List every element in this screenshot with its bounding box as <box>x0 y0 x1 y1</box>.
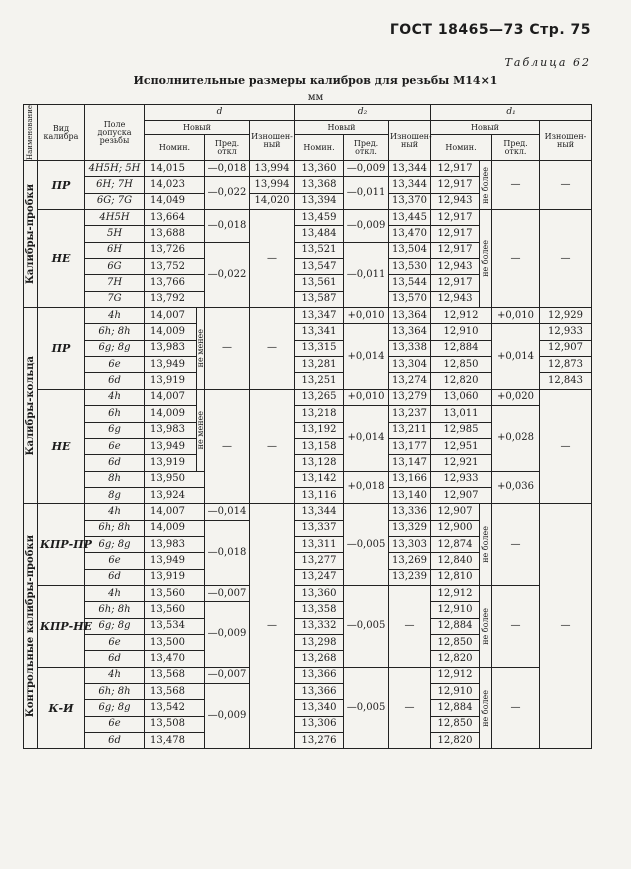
table-cell: 12,917 <box>431 242 480 258</box>
table-cell: 13,116 <box>295 487 344 503</box>
table-row <box>24 504 592 520</box>
table-cell: 13,211 <box>389 422 431 438</box>
table-cell: 13,983 <box>145 422 197 438</box>
table-cell: 13,329 <box>389 520 431 536</box>
table-cell: 12,843 <box>540 373 592 389</box>
table-cell: 13,478 <box>145 733 205 749</box>
table-cell: +0,020 <box>492 389 540 405</box>
col-header-d1: d₁ <box>431 105 592 121</box>
table-row <box>24 308 592 324</box>
table-cell: 12,810 <box>431 569 480 585</box>
table-cell: 13,177 <box>389 438 431 454</box>
table-cell: 13,274 <box>389 373 431 389</box>
col-header-d2: d₂ <box>295 105 431 121</box>
table-cell: 6d <box>85 373 145 389</box>
table-cell: 12,850 <box>431 716 480 732</box>
table-cell: 12,884 <box>431 340 492 356</box>
table-cell: 13,983 <box>145 340 197 356</box>
col-header-d2-nom: Номин. <box>295 135 344 161</box>
table-cell: 6h; 8h <box>85 520 145 536</box>
table-cell: 13,364 <box>389 308 431 324</box>
table-cell: 13,338 <box>389 340 431 356</box>
col-header-d1-dev: Пред. откл. <box>492 135 540 161</box>
table-cell: 13,994 <box>250 161 295 177</box>
table-cell: 13,949 <box>145 553 205 569</box>
col-header-d1-wear: Изношен-ный <box>540 121 592 161</box>
table-cell: +0,010 <box>344 308 389 324</box>
table-cell: 12,912 <box>431 308 492 324</box>
table-cell: — <box>250 389 295 503</box>
table-cell: 7G <box>85 291 145 307</box>
table-row <box>24 324 592 340</box>
table-cell: —0,005 <box>344 667 389 749</box>
table-cell: 14,007 <box>145 308 197 324</box>
table-cell: 12,929 <box>540 308 592 324</box>
table-cell: 4h <box>85 308 145 324</box>
table-cell: 14,023 <box>145 177 205 193</box>
table-cell: 13,530 <box>389 259 431 275</box>
group-label: Калибры-пробки <box>24 161 38 308</box>
table-cell: 6G <box>85 259 145 275</box>
table-cell: — <box>389 585 431 667</box>
table-cell: 12,910 <box>431 684 480 700</box>
table-cell: 13,994 <box>250 177 295 193</box>
ne-bolee-note: не более <box>480 667 492 749</box>
kind-label: К-И <box>38 667 85 749</box>
table-cell: 13,470 <box>389 226 431 242</box>
units-label: мм <box>307 92 324 103</box>
table-cell: 12,917 <box>431 161 480 177</box>
table-cell: 13,347 <box>295 308 344 324</box>
table-cell: 4h <box>85 504 145 520</box>
table-cell: 13,983 <box>145 536 205 552</box>
table-cell: 6h; 8h <box>85 684 145 700</box>
table-cell: 12,910 <box>431 602 480 618</box>
table-cell: +0,036 <box>492 471 540 504</box>
table-cell: 4h <box>85 667 145 683</box>
table-cell: 13,445 <box>389 210 431 226</box>
table-cell: 13,534 <box>145 618 205 634</box>
table-cell: 8g <box>85 487 145 503</box>
col-header-d1-new: Новый <box>431 121 540 135</box>
table-row <box>24 389 592 405</box>
table-cell: 13,360 <box>295 161 344 177</box>
table-cell: 13,544 <box>389 275 431 291</box>
table-cell: 12,820 <box>431 733 480 749</box>
ne-bolee-note: не более <box>480 210 492 308</box>
kind-label: НЕ <box>38 210 85 308</box>
table-cell: +0,010 <box>492 308 540 324</box>
table-cell: 13,949 <box>145 438 197 454</box>
table-cell: —0,011 <box>344 177 389 210</box>
table-cell: —0,011 <box>344 242 389 307</box>
table-cell: —0,007 <box>205 667 250 683</box>
page-header: ГОСТ 18465—73 Стр. 75 <box>389 22 591 38</box>
table-cell: —0,009 <box>344 210 389 243</box>
table-cell: 13,366 <box>295 684 344 700</box>
table-cell: 13,587 <box>295 291 344 307</box>
table-cell: 13,459 <box>295 210 344 226</box>
table-cell: — <box>250 504 295 749</box>
table-cell: 13,368 <box>295 177 344 193</box>
table-cell: 4H5H <box>85 210 145 226</box>
table-cell: 13,332 <box>295 618 344 634</box>
table-cell: 12,850 <box>431 357 492 373</box>
table-cell: 13,218 <box>295 406 344 422</box>
table-cell: 6g; 8g <box>85 700 145 716</box>
table-cell: 12,912 <box>431 585 480 601</box>
table-cell: 12,900 <box>431 520 480 536</box>
table-cell: +0,018 <box>344 471 389 504</box>
table-cell: 12,917 <box>431 210 480 226</box>
table-cell: —0,007 <box>205 585 250 601</box>
table-cell: —0,022 <box>205 242 250 307</box>
table-cell: 6h; 8h <box>85 324 145 340</box>
table-cell: 13,237 <box>389 406 431 422</box>
table-cell: 12,912 <box>431 667 480 683</box>
table-cell: 13,340 <box>295 700 344 716</box>
col-header-d1-nom: Номин. <box>431 135 492 161</box>
table-cell: 13,570 <box>389 291 431 307</box>
table-cell: — <box>540 389 592 503</box>
table-cell: — <box>540 504 592 749</box>
table-caption: Исполнительные размеры калибров для резьбы М14×1 <box>133 74 498 87</box>
group-label: Контрольные калибры-пробки <box>24 504 38 749</box>
ne-menee-note: не менее <box>197 308 205 390</box>
table-cell: 13,298 <box>295 634 344 650</box>
table-cell: — <box>492 667 540 749</box>
table-cell: 13,949 <box>145 357 197 373</box>
table-cell: 13,158 <box>295 438 344 454</box>
table-cell: 13,337 <box>295 520 344 536</box>
table-cell: 13,341 <box>295 324 344 340</box>
table-cell: 12,907 <box>540 340 592 356</box>
table-cell: 12,933 <box>540 324 592 340</box>
table-cell: 13,247 <box>295 569 344 585</box>
table-cell: 14,015 <box>145 161 205 177</box>
table-cell: 12,874 <box>431 536 480 552</box>
ne-menee-note: не менее <box>197 389 205 471</box>
table-cell: 14,009 <box>145 520 205 536</box>
table-cell: 13,239 <box>389 569 431 585</box>
table-cell: — <box>389 667 431 749</box>
table-cell: 13,919 <box>145 373 197 389</box>
table-cell: — <box>492 585 540 667</box>
table-row <box>24 210 592 226</box>
table-cell: 13,315 <box>295 340 344 356</box>
table-cell: 12,873 <box>540 357 592 373</box>
table-cell: 13,360 <box>295 585 344 601</box>
table-cell: 13,344 <box>389 161 431 177</box>
table-cell: 13,251 <box>295 373 344 389</box>
kind-label: НЕ <box>38 389 85 503</box>
ne-bolee-note: не более <box>480 504 492 586</box>
table-cell: — <box>492 210 540 308</box>
table-cell: 13,303 <box>389 536 431 552</box>
table-cell: 14,007 <box>145 504 205 520</box>
table-cell: —0,005 <box>344 585 389 667</box>
table-cell: 6d <box>85 733 145 749</box>
table-cell: 13,336 <box>389 504 431 520</box>
table-cell: — <box>250 210 295 308</box>
table-cell: 14,049 <box>145 193 205 209</box>
table-cell: 6d <box>85 651 145 667</box>
table-cell: 13,504 <box>389 242 431 258</box>
table-cell: 12,907 <box>431 504 480 520</box>
table-cell: 13,140 <box>389 487 431 503</box>
table-cell: 12,910 <box>431 324 492 340</box>
table-cell: +0,028 <box>492 406 540 471</box>
table-cell: 12,917 <box>431 275 480 291</box>
table-cell: 13,924 <box>145 487 205 503</box>
kind-label: ПР <box>38 161 85 210</box>
col-header-d-dev: Пред. откл <box>205 135 250 161</box>
kind-label: КПР-НЕ <box>38 585 85 667</box>
col-header-kind: Вид калибра <box>38 105 85 161</box>
table-cell: 6H <box>85 242 145 258</box>
table-cell: 13,344 <box>295 504 344 520</box>
table-cell: 6e <box>85 357 145 373</box>
table-cell: 13,265 <box>295 389 344 405</box>
table-cell: 13,950 <box>145 471 205 487</box>
col-header-tolerance: Поле допуска резьбы <box>85 105 145 161</box>
table-cell: 13,358 <box>295 602 344 618</box>
table-cell: 13,279 <box>389 389 431 405</box>
table-cell: 13,366 <box>295 667 344 683</box>
table-cell: 6g; 8g <box>85 340 145 356</box>
table-cell: 12,917 <box>431 177 480 193</box>
table-cell: 6e <box>85 553 145 569</box>
table-cell: 12,943 <box>431 291 480 307</box>
table-cell: +0,010 <box>344 389 389 405</box>
table-cell: 13,726 <box>145 242 205 258</box>
table-cell: — <box>540 210 592 308</box>
table-cell: — <box>205 308 250 390</box>
table-cell: 12,850 <box>431 634 480 650</box>
table-cell: 7H <box>85 275 145 291</box>
table-cell: 13,060 <box>431 389 492 405</box>
table-cell: 6e <box>85 634 145 650</box>
table-cell: 12,884 <box>431 700 480 716</box>
table-cell: — <box>540 161 592 210</box>
table-cell: 13,568 <box>145 684 205 700</box>
table-row <box>24 471 592 487</box>
gauge-dimensions-table <box>23 104 592 749</box>
kind-label: КПР-ПР <box>38 504 85 586</box>
table-cell: 6e <box>85 716 145 732</box>
table-cell: 12,943 <box>431 259 480 275</box>
table-cell: 13,370 <box>389 193 431 209</box>
table-cell: 4h <box>85 389 145 405</box>
table-cell: 6g <box>85 422 145 438</box>
table-cell: — <box>250 308 295 390</box>
table-cell: —0,009 <box>344 161 389 177</box>
table-cell: 13,560 <box>145 602 205 618</box>
table-cell: 6d <box>85 455 145 471</box>
col-header-name: Наименование <box>24 105 38 161</box>
table-cell: 13,306 <box>295 716 344 732</box>
table-cell: 13,011 <box>431 406 492 422</box>
table-cell: 6g; 8g <box>85 536 145 552</box>
table-cell: 14,007 <box>145 389 197 405</box>
table-cell: 13,752 <box>145 259 205 275</box>
table-cell: 13,547 <box>295 259 344 275</box>
table-cell: 13,792 <box>145 291 205 307</box>
table-label: Таблица 62 <box>504 56 591 69</box>
table-row <box>24 667 592 683</box>
table-cell: —0,009 <box>205 602 250 667</box>
table-cell: 13,560 <box>145 585 205 601</box>
table-cell: 12,933 <box>431 471 492 487</box>
table-cell: 14,009 <box>145 324 197 340</box>
table-cell: 13,542 <box>145 700 205 716</box>
table-cell: —0,022 <box>205 177 250 210</box>
table-cell: 13,276 <box>295 733 344 749</box>
table-cell: +0,014 <box>344 324 389 389</box>
col-header-d2-wear: Изношен-ный <box>389 121 431 161</box>
table-cell: 12,907 <box>431 487 492 503</box>
table-cell: 6d <box>85 569 145 585</box>
table-row <box>24 161 592 177</box>
table-cell: —0,005 <box>344 504 389 586</box>
ne-bolee-note: не более <box>480 585 492 667</box>
table-cell: 6H; 7H <box>85 177 145 193</box>
table-cell: 13,470 <box>145 651 205 667</box>
table-cell: 13,344 <box>389 177 431 193</box>
table-cell: 6e <box>85 438 145 454</box>
table-cell: 13,561 <box>295 275 344 291</box>
table-cell: 13,664 <box>145 210 205 226</box>
table-cell: 13,919 <box>145 455 197 471</box>
table-cell: 12,884 <box>431 618 480 634</box>
col-header-d2-new: Новый <box>295 121 389 135</box>
col-header-d2-dev: Пред. откл. <box>344 135 389 161</box>
table-cell: 13,304 <box>389 357 431 373</box>
table-cell: —0,009 <box>205 684 250 749</box>
table-cell: 5H <box>85 226 145 242</box>
table-cell: 13,277 <box>295 553 344 569</box>
table-cell: 13,311 <box>295 536 344 552</box>
table-cell: 12,921 <box>431 455 492 471</box>
table-cell: 6h <box>85 406 145 422</box>
col-header-d-nom: Номин. <box>145 135 205 161</box>
table-cell: —0,014 <box>205 504 250 520</box>
table-cell: +0,014 <box>492 324 540 389</box>
table-cell: 12,943 <box>431 193 480 209</box>
table-cell: — <box>492 504 540 586</box>
table-cell: 13,688 <box>145 226 205 242</box>
table-cell: 13,919 <box>145 569 205 585</box>
table-cell: 12,951 <box>431 438 492 454</box>
table-row <box>24 406 592 422</box>
table-cell: 13,269 <box>389 553 431 569</box>
col-header-d-new: Новый <box>145 121 250 135</box>
table-cell: 13,281 <box>295 357 344 373</box>
table-cell: 13,484 <box>295 226 344 242</box>
table-cell: +0,014 <box>344 406 389 471</box>
table-cell: 13,500 <box>145 634 205 650</box>
table-cell: 13,766 <box>145 275 205 291</box>
table-cell: 13,568 <box>145 667 205 683</box>
table-cell: 13,521 <box>295 242 344 258</box>
col-header-d: d <box>145 105 295 121</box>
table-cell: 12,840 <box>431 553 480 569</box>
group-label: Калибры-кольца <box>24 308 38 504</box>
table-cell: 8h <box>85 471 145 487</box>
table-cell: 13,508 <box>145 716 205 732</box>
table-cell: 6h; 8h <box>85 602 145 618</box>
table-cell: 13,142 <box>295 471 344 487</box>
table-row <box>24 585 592 601</box>
table-cell: 12,917 <box>431 226 480 242</box>
table-cell: 4h <box>85 585 145 601</box>
table-cell: 13,364 <box>389 324 431 340</box>
table-cell: 4H5H; 5H <box>85 161 145 177</box>
table-cell: 12,820 <box>431 373 492 389</box>
table-cell: —0,018 <box>205 210 250 243</box>
table-cell: 6g; 8g <box>85 618 145 634</box>
col-header-d-wear: Изношен-ный <box>250 121 295 161</box>
table-cell: 13,166 <box>389 471 431 487</box>
table-cell: — <box>492 161 540 210</box>
table-cell: —0,018 <box>205 520 250 585</box>
kind-label: ПР <box>38 308 85 390</box>
table-cell: 13,128 <box>295 455 344 471</box>
table-cell: 14,009 <box>145 406 197 422</box>
table-cell: 13,192 <box>295 422 344 438</box>
table-cell: 14,020 <box>250 193 295 209</box>
table-cell: 12,985 <box>431 422 492 438</box>
table-cell: —0,018 <box>205 161 250 177</box>
table-cell: 12,820 <box>431 651 480 667</box>
ne-bolee-note: не более <box>480 161 492 210</box>
table-cell: 13,147 <box>389 455 431 471</box>
table-cell: 13,268 <box>295 651 344 667</box>
table-cell: — <box>205 389 250 503</box>
table-cell: 13,394 <box>295 193 344 209</box>
table-cell: 6G; 7G <box>85 193 145 209</box>
